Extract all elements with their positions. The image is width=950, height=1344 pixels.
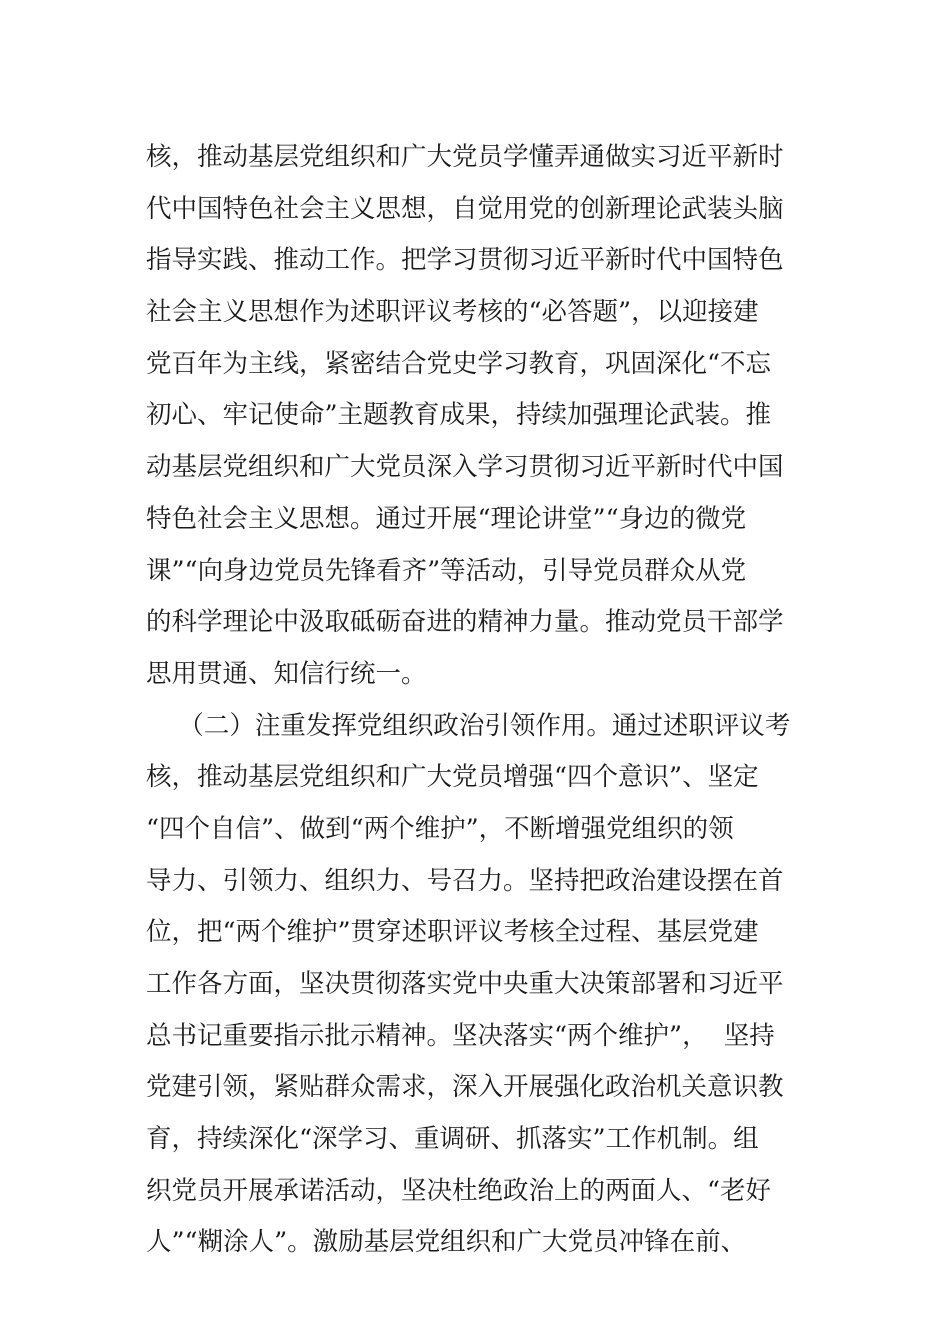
- text-line: 的科学理论中汲取砥砺奋进的精神力量。推动党员干部学: [146, 607, 784, 638]
- text-line: 代中国特色社会主义思想，自觉用党的创新理论武装头脑: [146, 193, 784, 224]
- section-heading-line: （二）注重发挥党组织政治引领作用。通过述职评议考: [146, 710, 791, 741]
- text-line: 党百年为主线，紧密结合党史学习教育，巩固深化“不忘: [146, 348, 772, 379]
- text-line: 织党员开展承诺活动，坚决杜绝政治上的两面人、“老好: [146, 1175, 772, 1206]
- text-line: 人”“糊涂人”。激励基层党组织和广大党员冲锋在前、: [146, 1227, 747, 1258]
- text-line: 社会主义思想作为述职评议考核的“必答题”，以迎接建: [146, 297, 759, 328]
- text-line: 位，把“两个维护”贯穿述职评议考核全过程、基层党建: [146, 917, 759, 948]
- document-body-text: [146, 132, 816, 1269]
- text-line: 导力、引领力、组织力、号召力。坚持把政治建设摆在首: [146, 865, 784, 896]
- text-line: 育，持续深化“深学习、重调研、抓落实”工作机制。组: [146, 1124, 759, 1155]
- text-line: 核，推动基层党组织和广大党员学懂弄通做实习近平新时: [146, 142, 784, 172]
- text-line: 指导实践、推动工作。把学习贯彻习近平新时代中国特色: [146, 245, 784, 276]
- text-line: 初心、牢记使命”主题教育成果，持续加强理论武装。推: [146, 400, 772, 431]
- text-line: 动基层党组织和广大党员深入学习贯彻习近平新时代中国: [146, 452, 784, 483]
- text-line: 特色社会主义思想。通过开展“理论讲堂”“身边的微党: [146, 503, 747, 534]
- text-line: 课”“向身边党员先锋看齐”等活动，引导党员群众从党: [146, 555, 747, 586]
- text-line: 工作各方面，坚决贯彻落实党中央重大决策部署和习近平: [146, 969, 784, 999]
- text-line: 思用贯通、知信行统一。: [146, 658, 427, 689]
- text-line: 总书记重要指示批示精神。坚决落实“两个维护”， 坚持: [146, 1020, 775, 1051]
- text-line: 核，推动基层党组织和广大党员增强“四个意识”、坚定: [146, 762, 759, 793]
- text-line: “四个自信”、做到“两个维护”，不断增强党组织的领: [146, 813, 734, 844]
- text-line: 党建引领，紧贴群众需求，深入开展强化政治机关意识教: [146, 1072, 784, 1103]
